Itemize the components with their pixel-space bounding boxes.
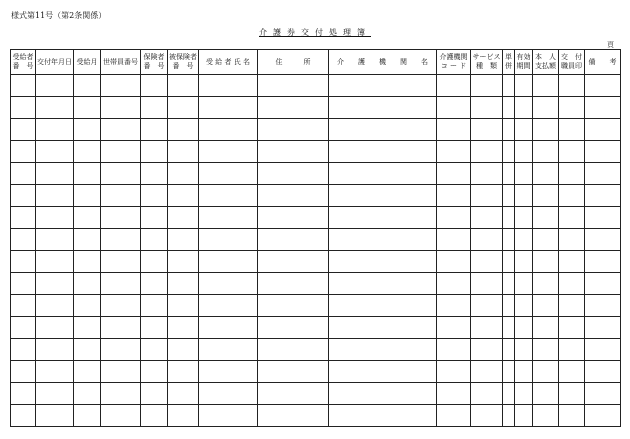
table-cell[interactable] bbox=[515, 361, 533, 383]
table-cell[interactable] bbox=[515, 207, 533, 229]
table-cell[interactable] bbox=[11, 229, 36, 251]
table-cell[interactable] bbox=[515, 229, 533, 251]
table-cell[interactable] bbox=[329, 97, 437, 119]
table-row bbox=[11, 361, 621, 383]
table-cell[interactable] bbox=[199, 229, 258, 251]
table-cell[interactable] bbox=[329, 207, 437, 229]
table-cell[interactable] bbox=[329, 295, 437, 317]
table-cell[interactable] bbox=[141, 339, 168, 361]
table-cell[interactable] bbox=[36, 141, 74, 163]
table-cell[interactable] bbox=[36, 273, 74, 295]
table-cell[interactable] bbox=[101, 339, 141, 361]
table-cell[interactable] bbox=[168, 405, 199, 427]
table-cell[interactable] bbox=[74, 383, 101, 405]
table-cell[interactable] bbox=[515, 163, 533, 185]
table-cell[interactable] bbox=[74, 185, 101, 207]
table-cell[interactable] bbox=[503, 97, 515, 119]
col-household-member-number: 世帯員番号 bbox=[101, 50, 141, 75]
table-cell[interactable] bbox=[11, 75, 36, 97]
table-cell[interactable] bbox=[258, 295, 329, 317]
col-insured-number: 被保険者 番 号 bbox=[168, 50, 199, 75]
table-cell[interactable] bbox=[585, 229, 621, 251]
table-cell[interactable] bbox=[74, 75, 101, 97]
table-cell[interactable] bbox=[471, 185, 503, 207]
table-cell[interactable] bbox=[533, 295, 559, 317]
table-cell[interactable] bbox=[199, 339, 258, 361]
col-address: 住 所 bbox=[258, 50, 329, 75]
table-cell[interactable] bbox=[168, 273, 199, 295]
table-cell[interactable] bbox=[559, 185, 585, 207]
table-cell[interactable] bbox=[168, 251, 199, 273]
table-row bbox=[11, 75, 621, 97]
table-cell[interactable] bbox=[437, 405, 471, 427]
table-cell[interactable] bbox=[585, 251, 621, 273]
table-cell[interactable] bbox=[101, 185, 141, 207]
table-cell[interactable] bbox=[199, 163, 258, 185]
table-cell[interactable] bbox=[101, 97, 141, 119]
table-cell[interactable] bbox=[533, 339, 559, 361]
table-cell[interactable] bbox=[437, 141, 471, 163]
table-cell[interactable] bbox=[329, 273, 437, 295]
table-cell[interactable] bbox=[585, 163, 621, 185]
table-cell[interactable] bbox=[585, 207, 621, 229]
table-cell[interactable] bbox=[515, 251, 533, 273]
table-row bbox=[11, 317, 621, 339]
table-cell[interactable] bbox=[101, 141, 141, 163]
table-cell[interactable] bbox=[141, 383, 168, 405]
table-cell[interactable] bbox=[533, 361, 559, 383]
table-cell[interactable] bbox=[533, 141, 559, 163]
table-cell[interactable] bbox=[515, 75, 533, 97]
table-cell[interactable] bbox=[559, 163, 585, 185]
table-row bbox=[11, 119, 621, 141]
table-cell[interactable] bbox=[74, 405, 101, 427]
table-cell[interactable] bbox=[585, 339, 621, 361]
table-cell[interactable] bbox=[11, 119, 36, 141]
table-cell[interactable] bbox=[329, 383, 437, 405]
table-cell[interactable] bbox=[329, 361, 437, 383]
table-cell[interactable] bbox=[199, 361, 258, 383]
table-cell[interactable] bbox=[329, 229, 437, 251]
table-cell[interactable] bbox=[141, 317, 168, 339]
table-cell[interactable] bbox=[36, 251, 74, 273]
table-row bbox=[11, 295, 621, 317]
table-cell[interactable] bbox=[437, 97, 471, 119]
table-cell[interactable] bbox=[533, 75, 559, 97]
table-cell[interactable] bbox=[533, 405, 559, 427]
table-cell[interactable] bbox=[74, 273, 101, 295]
table-cell[interactable] bbox=[11, 383, 36, 405]
table-cell[interactable] bbox=[533, 97, 559, 119]
table-cell[interactable] bbox=[503, 317, 515, 339]
table-cell[interactable] bbox=[515, 295, 533, 317]
table-cell[interactable] bbox=[585, 273, 621, 295]
table-cell[interactable] bbox=[585, 383, 621, 405]
col-self-payment: 本 人 支払額 bbox=[533, 50, 559, 75]
table-cell[interactable] bbox=[533, 207, 559, 229]
table-cell[interactable] bbox=[141, 185, 168, 207]
issuance-ledger-table bbox=[10, 49, 621, 427]
table-cell[interactable] bbox=[471, 405, 503, 427]
table-cell[interactable] bbox=[329, 317, 437, 339]
table-cell[interactable] bbox=[585, 405, 621, 427]
table-cell[interactable] bbox=[101, 383, 141, 405]
table-cell[interactable] bbox=[559, 119, 585, 141]
table-cell[interactable] bbox=[437, 185, 471, 207]
table-cell[interactable] bbox=[258, 251, 329, 273]
table-cell[interactable] bbox=[437, 317, 471, 339]
header-row bbox=[11, 50, 621, 75]
table-cell[interactable] bbox=[329, 75, 437, 97]
table-cell[interactable] bbox=[471, 207, 503, 229]
table-cell[interactable] bbox=[533, 273, 559, 295]
table-cell[interactable] bbox=[199, 75, 258, 97]
table-cell[interactable] bbox=[437, 251, 471, 273]
table-cell[interactable] bbox=[11, 185, 36, 207]
table-cell[interactable] bbox=[199, 383, 258, 405]
table-cell[interactable] bbox=[503, 207, 515, 229]
table-cell[interactable] bbox=[437, 207, 471, 229]
table-cell[interactable] bbox=[141, 97, 168, 119]
table-row bbox=[11, 339, 621, 361]
table-cell[interactable] bbox=[101, 75, 141, 97]
table-cell[interactable] bbox=[503, 119, 515, 141]
table-cell[interactable] bbox=[101, 317, 141, 339]
table-cell[interactable] bbox=[503, 273, 515, 295]
table-cell[interactable] bbox=[329, 339, 437, 361]
table-cell[interactable] bbox=[437, 229, 471, 251]
table-cell[interactable] bbox=[533, 119, 559, 141]
table-cell[interactable] bbox=[471, 251, 503, 273]
table-cell[interactable] bbox=[168, 97, 199, 119]
table-cell[interactable] bbox=[515, 141, 533, 163]
table-cell[interactable] bbox=[515, 97, 533, 119]
table-cell[interactable] bbox=[559, 229, 585, 251]
table-cell[interactable] bbox=[168, 229, 199, 251]
table-cell[interactable] bbox=[471, 273, 503, 295]
table-cell[interactable] bbox=[559, 405, 585, 427]
table-cell[interactable] bbox=[101, 251, 141, 273]
table-cell[interactable] bbox=[585, 75, 621, 97]
table-cell[interactable] bbox=[471, 339, 503, 361]
table-cell[interactable] bbox=[199, 207, 258, 229]
table-cell[interactable] bbox=[471, 383, 503, 405]
table-cell[interactable] bbox=[11, 295, 36, 317]
table-cell[interactable] bbox=[168, 383, 199, 405]
table-row bbox=[11, 141, 621, 163]
page-number-label: 頁 bbox=[607, 41, 614, 49]
table-cell[interactable] bbox=[503, 295, 515, 317]
table-cell[interactable] bbox=[199, 317, 258, 339]
table-cell[interactable] bbox=[199, 295, 258, 317]
table-cell[interactable] bbox=[329, 405, 437, 427]
table-cell[interactable] bbox=[141, 229, 168, 251]
table-cell[interactable] bbox=[559, 317, 585, 339]
table-row bbox=[11, 383, 621, 405]
table-cell[interactable] bbox=[471, 97, 503, 119]
table-cell[interactable] bbox=[36, 317, 74, 339]
table-cell[interactable] bbox=[74, 339, 101, 361]
table-cell[interactable] bbox=[585, 119, 621, 141]
table-cell[interactable] bbox=[437, 361, 471, 383]
table-cell[interactable] bbox=[258, 383, 329, 405]
table-cell[interactable] bbox=[258, 361, 329, 383]
table-cell[interactable] bbox=[11, 361, 36, 383]
table-cell[interactable] bbox=[11, 141, 36, 163]
table-cell[interactable] bbox=[471, 141, 503, 163]
table-cell[interactable] bbox=[258, 75, 329, 97]
table-cell[interactable] bbox=[74, 229, 101, 251]
table-cell[interactable] bbox=[585, 141, 621, 163]
table-cell[interactable] bbox=[503, 339, 515, 361]
table-cell[interactable] bbox=[36, 339, 74, 361]
table-cell[interactable] bbox=[101, 207, 141, 229]
table-row bbox=[11, 163, 621, 185]
table-cell[interactable] bbox=[11, 251, 36, 273]
table-cell[interactable] bbox=[503, 185, 515, 207]
table-cell[interactable] bbox=[471, 229, 503, 251]
table-cell[interactable] bbox=[329, 185, 437, 207]
table-cell[interactable] bbox=[141, 75, 168, 97]
table-cell[interactable] bbox=[437, 383, 471, 405]
table-cell[interactable] bbox=[515, 383, 533, 405]
table-row bbox=[11, 273, 621, 295]
table-cell[interactable] bbox=[515, 119, 533, 141]
table-cell[interactable] bbox=[141, 405, 168, 427]
table-cell[interactable] bbox=[258, 339, 329, 361]
table-cell[interactable] bbox=[199, 251, 258, 273]
table-cell[interactable] bbox=[258, 405, 329, 427]
table-cell[interactable] bbox=[585, 295, 621, 317]
table-cell[interactable] bbox=[11, 97, 36, 119]
table-cell[interactable] bbox=[168, 207, 199, 229]
table-cell[interactable] bbox=[199, 185, 258, 207]
table-cell[interactable] bbox=[168, 185, 199, 207]
table-cell[interactable] bbox=[36, 97, 74, 119]
table-cell[interactable] bbox=[141, 163, 168, 185]
form-number: 様式第11号（第2条関係） bbox=[11, 11, 107, 20]
table-cell[interactable] bbox=[74, 317, 101, 339]
table-cell[interactable] bbox=[533, 163, 559, 185]
table-cell[interactable] bbox=[559, 295, 585, 317]
table-cell[interactable] bbox=[515, 405, 533, 427]
table-cell[interactable] bbox=[36, 119, 74, 141]
table-cell[interactable] bbox=[36, 75, 74, 97]
table-cell[interactable] bbox=[101, 361, 141, 383]
table-cell[interactable] bbox=[559, 251, 585, 273]
table-cell[interactable] bbox=[437, 75, 471, 97]
table-cell[interactable] bbox=[329, 251, 437, 273]
table-cell[interactable] bbox=[258, 229, 329, 251]
table-cell[interactable] bbox=[101, 295, 141, 317]
table-cell[interactable] bbox=[11, 405, 36, 427]
col-issue-date: 交付年月日 bbox=[36, 50, 74, 75]
table-row bbox=[11, 251, 621, 273]
table-cell[interactable] bbox=[74, 207, 101, 229]
table-row bbox=[11, 229, 621, 251]
table-cell[interactable] bbox=[74, 295, 101, 317]
table-cell[interactable] bbox=[471, 295, 503, 317]
table-cell[interactable] bbox=[168, 141, 199, 163]
table-cell[interactable] bbox=[74, 119, 101, 141]
table-cell[interactable] bbox=[503, 405, 515, 427]
table-cell[interactable] bbox=[559, 75, 585, 97]
table-cell[interactable] bbox=[141, 251, 168, 273]
table-cell[interactable] bbox=[101, 405, 141, 427]
table-cell[interactable] bbox=[559, 361, 585, 383]
table-cell[interactable] bbox=[74, 361, 101, 383]
table-cell[interactable] bbox=[168, 163, 199, 185]
table-cell[interactable] bbox=[585, 361, 621, 383]
col-single-combined: 単 併 bbox=[503, 50, 515, 75]
table-cell[interactable] bbox=[36, 185, 74, 207]
table-cell[interactable] bbox=[36, 383, 74, 405]
table-cell[interactable] bbox=[471, 75, 503, 97]
table-cell[interactable] bbox=[258, 141, 329, 163]
table-cell[interactable] bbox=[11, 339, 36, 361]
table-cell[interactable] bbox=[533, 383, 559, 405]
table-cell[interactable] bbox=[515, 185, 533, 207]
table-cell[interactable] bbox=[168, 339, 199, 361]
table-cell[interactable] bbox=[101, 229, 141, 251]
table-cell[interactable] bbox=[559, 273, 585, 295]
table-cell[interactable] bbox=[141, 207, 168, 229]
table-cell[interactable] bbox=[533, 317, 559, 339]
table-cell[interactable] bbox=[503, 361, 515, 383]
table-cell[interactable] bbox=[168, 317, 199, 339]
table-cell[interactable] bbox=[471, 119, 503, 141]
table-cell[interactable] bbox=[11, 317, 36, 339]
table-cell[interactable] bbox=[559, 207, 585, 229]
table-cell[interactable] bbox=[168, 75, 199, 97]
table-cell[interactable] bbox=[141, 273, 168, 295]
table-cell[interactable] bbox=[533, 251, 559, 273]
table-cell[interactable] bbox=[101, 119, 141, 141]
table-cell[interactable] bbox=[437, 339, 471, 361]
col-recipient-number: 受給者 番 号 bbox=[11, 50, 36, 75]
col-valid-period: 有効 期間 bbox=[515, 50, 533, 75]
table-cell[interactable] bbox=[503, 75, 515, 97]
col-recipient-name: 受 給 者 氏 名 bbox=[199, 50, 258, 75]
table-cell[interactable] bbox=[559, 141, 585, 163]
table-cell[interactable] bbox=[258, 97, 329, 119]
table-cell[interactable] bbox=[471, 361, 503, 383]
table-cell[interactable] bbox=[258, 185, 329, 207]
table-cell[interactable] bbox=[503, 383, 515, 405]
table-cell[interactable] bbox=[437, 119, 471, 141]
table-cell[interactable] bbox=[168, 361, 199, 383]
table-cell[interactable] bbox=[36, 295, 74, 317]
table-cell[interactable] bbox=[11, 163, 36, 185]
table-cell[interactable] bbox=[141, 119, 168, 141]
table-cell[interactable] bbox=[559, 339, 585, 361]
table-cell[interactable] bbox=[36, 229, 74, 251]
table-cell[interactable] bbox=[437, 295, 471, 317]
table-cell[interactable] bbox=[258, 207, 329, 229]
col-service-type: サービス 種 類 bbox=[471, 50, 503, 75]
table-cell[interactable] bbox=[329, 119, 437, 141]
table-cell[interactable] bbox=[471, 317, 503, 339]
ledger-body bbox=[11, 75, 621, 427]
table-cell[interactable] bbox=[141, 361, 168, 383]
col-insurer-number: 保険者 番 号 bbox=[141, 50, 168, 75]
table-cell[interactable] bbox=[199, 141, 258, 163]
table-cell[interactable] bbox=[437, 163, 471, 185]
table-row bbox=[11, 185, 621, 207]
table-cell[interactable] bbox=[515, 317, 533, 339]
table-cell[interactable] bbox=[533, 185, 559, 207]
table-cell[interactable] bbox=[11, 207, 36, 229]
table-cell[interactable] bbox=[36, 207, 74, 229]
page-title: 介護券交付処理簿 bbox=[259, 28, 371, 37]
table-cell[interactable] bbox=[36, 405, 74, 427]
table-cell[interactable] bbox=[503, 251, 515, 273]
table-cell[interactable] bbox=[36, 361, 74, 383]
table-cell[interactable] bbox=[36, 163, 74, 185]
table-cell[interactable] bbox=[585, 185, 621, 207]
table-cell[interactable] bbox=[74, 97, 101, 119]
col-benefit-month: 受給月 bbox=[74, 50, 101, 75]
table-cell[interactable] bbox=[199, 273, 258, 295]
table-cell[interactable] bbox=[258, 163, 329, 185]
table-cell[interactable] bbox=[585, 97, 621, 119]
table-cell[interactable] bbox=[471, 163, 503, 185]
table-cell[interactable] bbox=[101, 163, 141, 185]
table-row bbox=[11, 207, 621, 229]
table-cell[interactable] bbox=[199, 119, 258, 141]
table-cell[interactable] bbox=[168, 295, 199, 317]
table-cell[interactable] bbox=[503, 141, 515, 163]
table-cell[interactable] bbox=[141, 295, 168, 317]
col-remarks: 備 考 bbox=[585, 50, 621, 75]
table-row bbox=[11, 405, 621, 427]
table-cell[interactable] bbox=[329, 141, 437, 163]
table-cell[interactable] bbox=[258, 119, 329, 141]
table-cell[interactable] bbox=[533, 229, 559, 251]
table-cell[interactable] bbox=[74, 163, 101, 185]
table-cell[interactable] bbox=[74, 251, 101, 273]
col-issuer-seal: 交 付 職員印 bbox=[559, 50, 585, 75]
col-institution-code: 介護機関 コ ー ド bbox=[437, 50, 471, 75]
table-cell[interactable] bbox=[168, 119, 199, 141]
table-cell[interactable] bbox=[437, 273, 471, 295]
table-cell[interactable] bbox=[515, 273, 533, 295]
table-cell[interactable] bbox=[559, 383, 585, 405]
table-cell[interactable] bbox=[101, 273, 141, 295]
table-cell[interactable] bbox=[515, 339, 533, 361]
table-cell[interactable] bbox=[559, 97, 585, 119]
col-care-institution-name: 介 護 機 関 名 bbox=[329, 50, 437, 75]
table-cell[interactable] bbox=[585, 317, 621, 339]
table-row bbox=[11, 97, 621, 119]
table-cell[interactable] bbox=[503, 229, 515, 251]
table-cell[interactable] bbox=[199, 405, 258, 427]
table-cell[interactable] bbox=[503, 163, 515, 185]
table-cell[interactable] bbox=[258, 317, 329, 339]
table-cell[interactable] bbox=[74, 141, 101, 163]
table-cell[interactable] bbox=[258, 273, 329, 295]
table-cell[interactable] bbox=[141, 141, 168, 163]
table-cell[interactable] bbox=[199, 97, 258, 119]
table-cell[interactable] bbox=[11, 273, 36, 295]
table-cell[interactable] bbox=[329, 163, 437, 185]
